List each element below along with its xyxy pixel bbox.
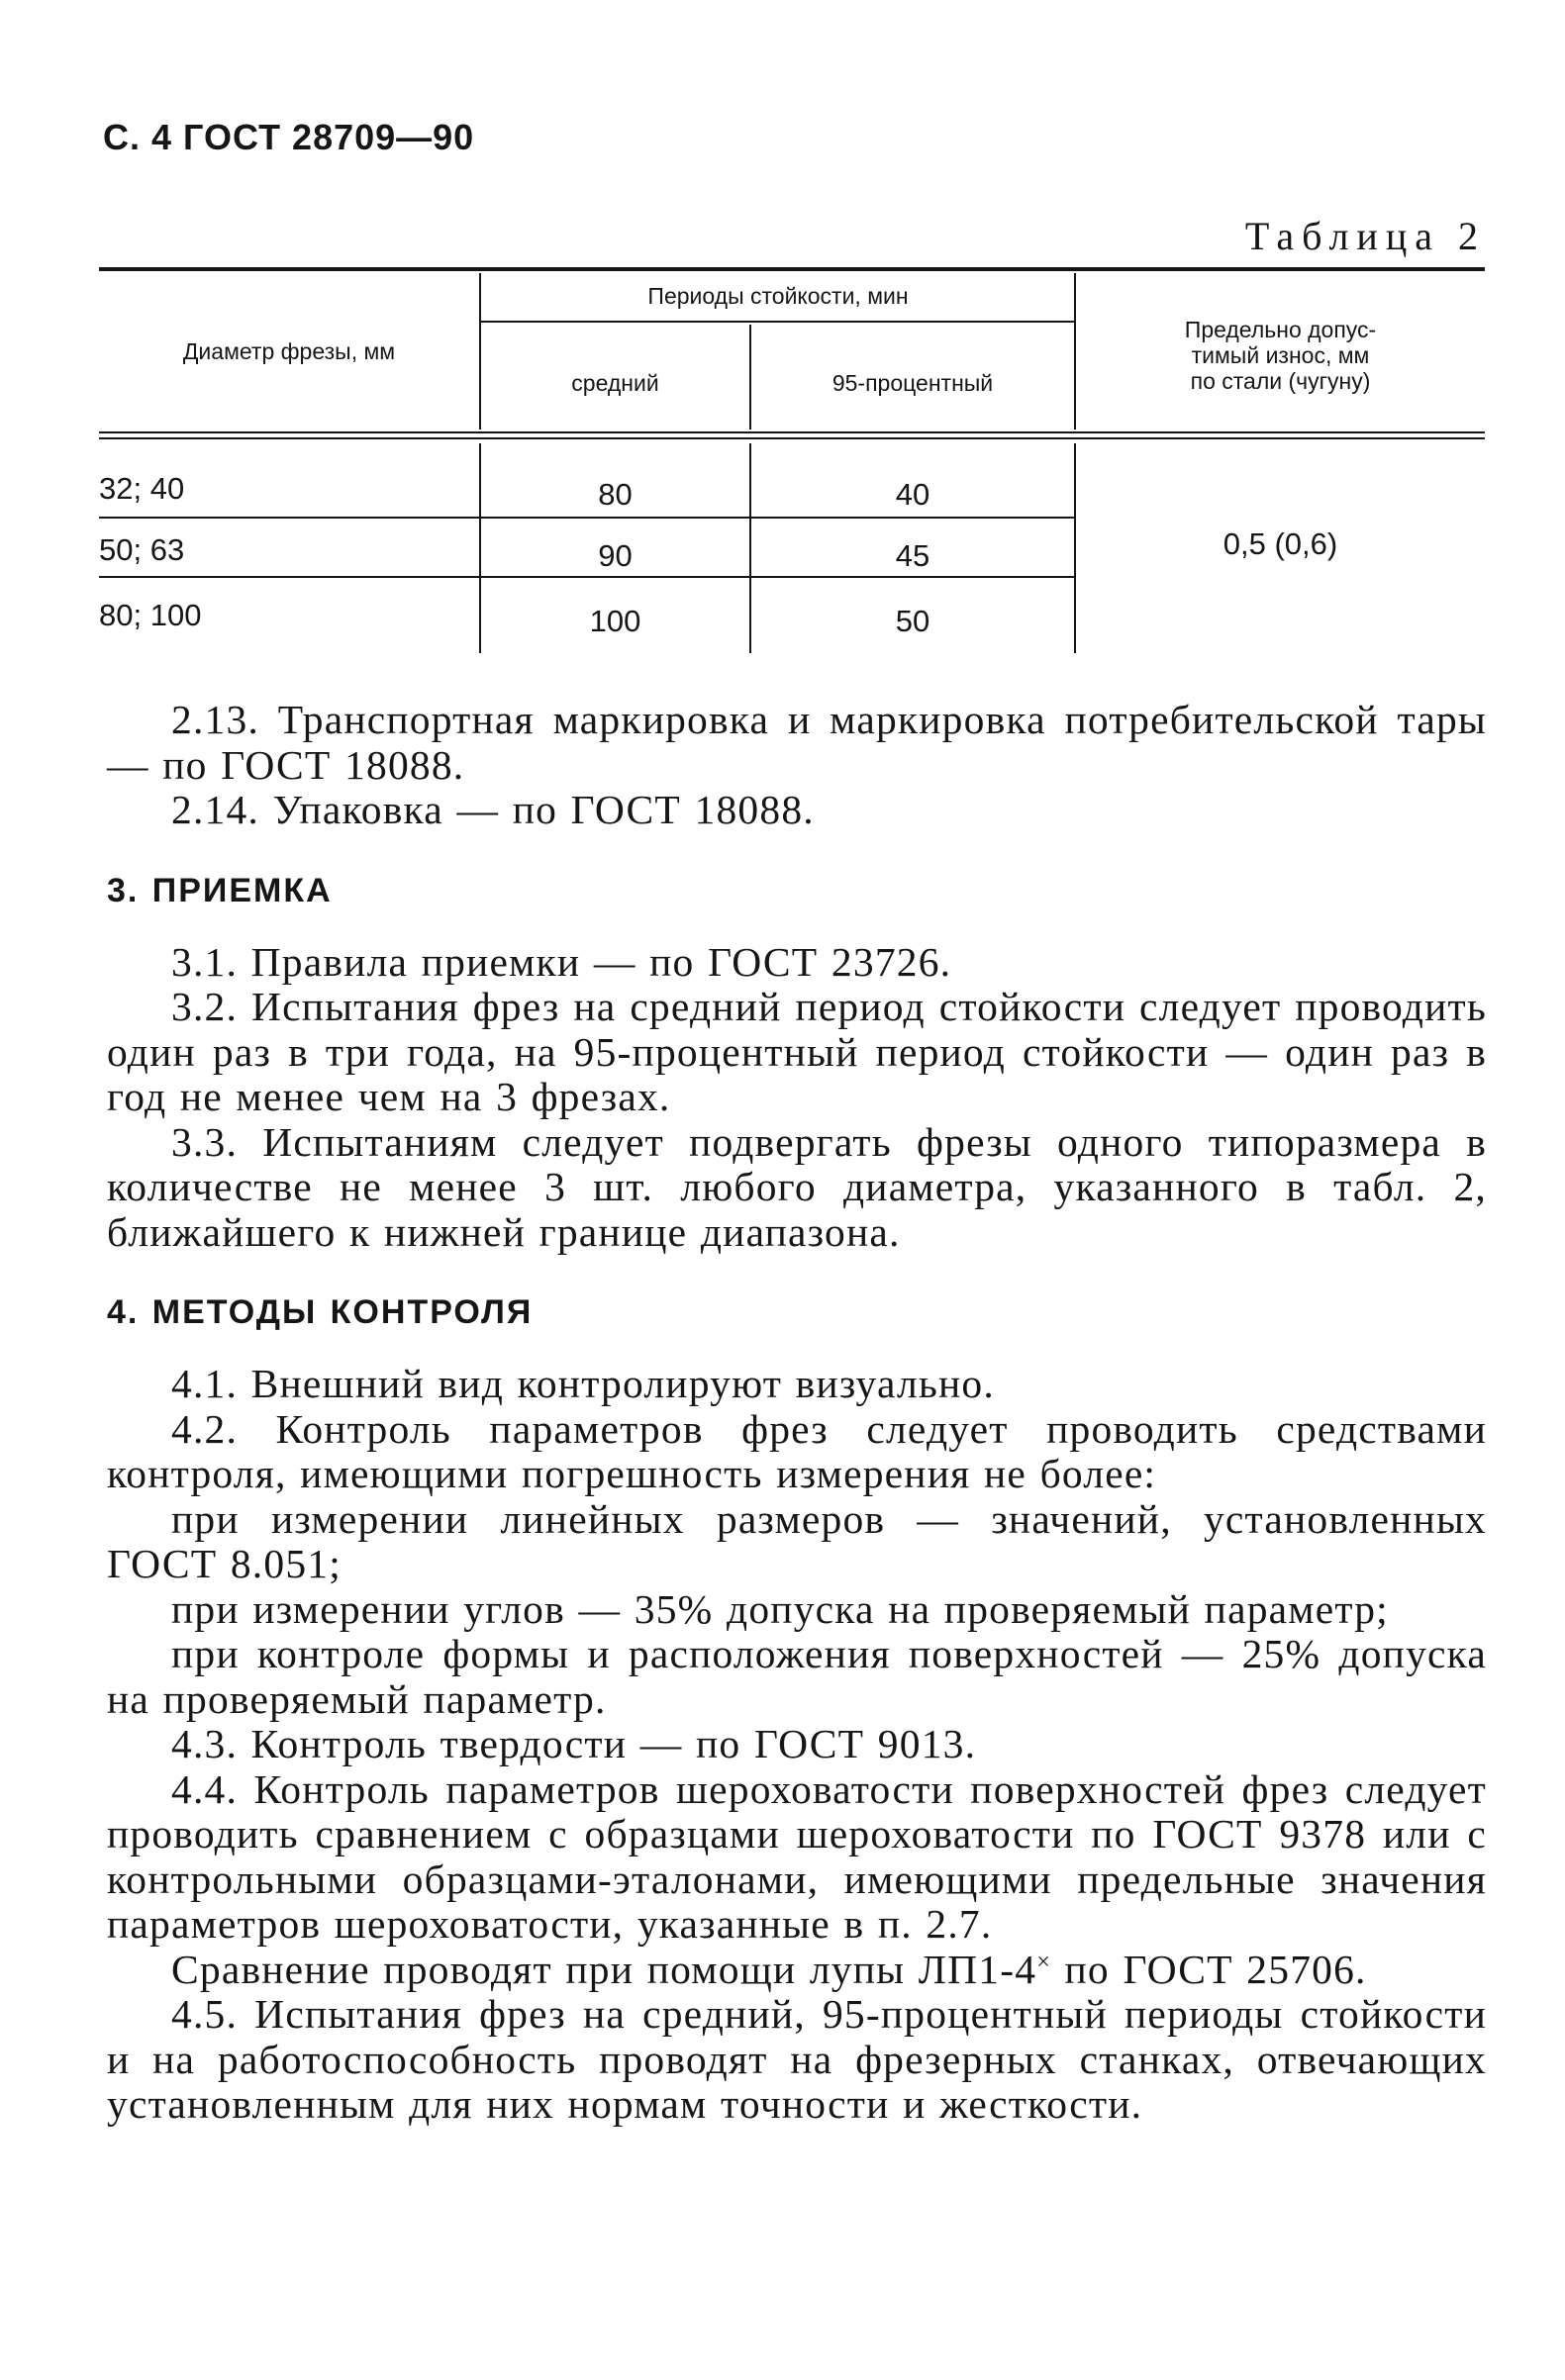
header-bottom-rule-1 (99, 431, 1485, 433)
row-3-diameter: 80; 100 (99, 598, 202, 632)
body-text (107, 698, 1487, 2128)
header-diameter: Диаметр фрезы, мм (182, 338, 396, 364)
para-4-3: 4.3. Контроль твердости — по ГОСТ 9013. (171, 1721, 977, 1766)
wear-value: 0,5 (0,6) (1223, 526, 1338, 561)
para-2-13: 2.13. Транспортная маркировка и маркировка потребительской тары — по ГОСТ 18088. (107, 697, 1487, 788)
row-2-95-percent: 45 (895, 538, 930, 573)
header-bottom-rule-2 (99, 437, 1485, 439)
para-4-2-a: при измерении линейных размеров — значений, установленных ГОСТ 8.051; (107, 1495, 1487, 1586)
para-3-2: 3.2. Испытания фрез на средний период стойкости следует проводить один раз в три года, на 95-процентный период стойкости — один раз в год не менее чем на 3 фрезах. (107, 984, 1487, 1119)
header-95-percent: 95-процентный (831, 370, 994, 396)
row-1-diameter: 32; 40 (99, 471, 185, 506)
para-3-1: 3.1. Правила приемки — по ГОСТ 23726. (171, 938, 952, 985)
row-3-average: 100 (589, 604, 641, 638)
para-4-2: 4.2. Контроль параметров фрез следует проводить средствами контроля, имеющими погрешность измерения не более: (107, 1405, 1487, 1496)
header-average: средний (571, 370, 659, 396)
row-1-average: 80 (598, 477, 633, 512)
heading-control-methods: 4. МЕТОДЫ КОНТРОЛЯ (107, 1293, 534, 1331)
row-2-average: 90 (598, 538, 633, 573)
para-4-4: 4.4. Контроль параметров шероховатости поверхностей фрез следует проводить сравнением с образцами шероховатости по ГОСТ 9378 или с контрольными образцами-эталонами, имеющими предельные значения параметров шероховатости, указанные в п. 2.7. (107, 1765, 1487, 1947)
row-rule-1 (99, 517, 1074, 519)
para-4-1: 4.1. Внешний вид контролируют визуально. (171, 1361, 995, 1406)
magnification-sup: × (1036, 1949, 1051, 1975)
periods-sub-rule (481, 321, 1075, 323)
table-2 (99, 267, 1485, 653)
para-2-14: 2.14. Упаковка — по ГОСТ 18088. (171, 787, 815, 832)
table-caption: Таблица 2 (1244, 214, 1486, 258)
para-4-4-comparison (107, 1948, 1487, 1993)
comparison-text-b: по ГОСТ 25706. (1050, 1946, 1367, 1992)
para-4-2-b: при измерении углов — 35% допуска на проверяемый параметр; (171, 1585, 1389, 1632)
heading-acceptance: 3. ПРИЕМКА (107, 871, 333, 909)
header-periods: Периоды стойкости, мин (647, 283, 909, 309)
header-wear: Предельно допус- тимый износ, мм по стали (чугуну) (1184, 317, 1377, 394)
row-rule-2 (99, 576, 1074, 578)
running-head: С. 4 ГОСТ 28709—90 (103, 117, 475, 157)
row-1-95-percent: 40 (895, 477, 930, 512)
table-top-rule (99, 267, 1485, 271)
para-4-2-c: при контроле формы и расположения поверхностей — 25% допуска на проверяемый параметр. (107, 1631, 1487, 1722)
row-3-95-percent: 50 (895, 604, 930, 638)
comparison-text-a: Сравнение проводят при помощи лупы ЛП1-4 (171, 1946, 1037, 1992)
para-4-5: 4.5. Испытания фрез на средний, 95-процентный периоды стойкости и на работоспособность проводят на фрезерных станках, отвечающих установленным для них нормам точности и жесткости. (107, 1991, 1487, 2127)
row-2-diameter: 50; 63 (99, 532, 185, 567)
para-3-3: 3.3. Испытаниям следует подвергать фрезы одного типоразмера в количестве не менее 3 шт. любого диаметра, указанного в табл. 2, ближайшего к нижней границе диапазона. (107, 1118, 1487, 1255)
